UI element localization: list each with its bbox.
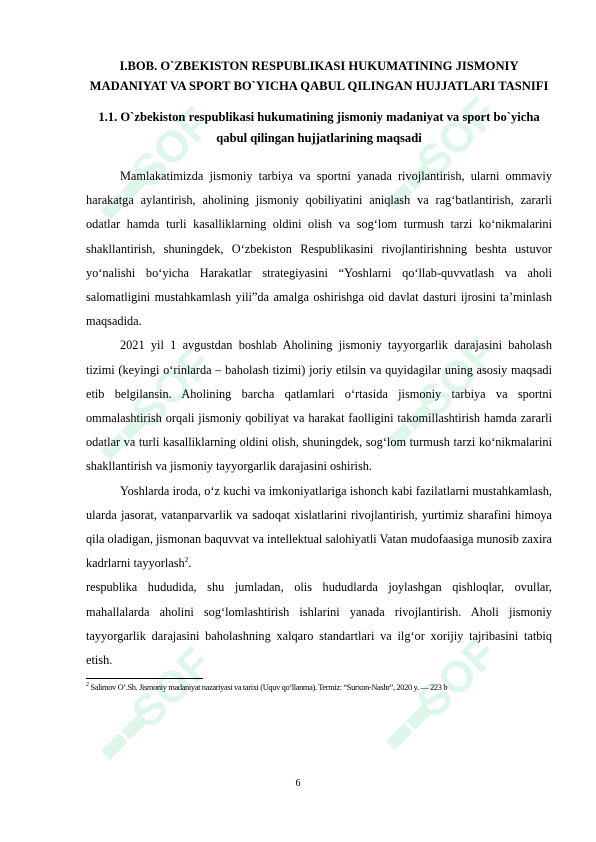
chapter-title: I.BOB. O`ZBEKISTON RESPUBLIKASI HUKUMATINING JISMONIY MADANIYAT VA SPORT BO`YICHA QABUL QILINGAN HUJJATLARI TASNIFI (89, 59, 549, 93)
footnote-reference[interactable]: 2 (184, 556, 189, 565)
body-paragraph-4: respublika hududida, shu jumladan, olis hududlarda joylashgan qishloqlar, ovullar, mahallalarda aholini sog‘lomlashtirish ishlarini yanada rivojlantirish. Aholi jismoniy tayyorgarlik darajasini baholashning xalqaro standartlari va ilg‘or xorijiy tajribasini tatbiq etish. (86, 580, 552, 668)
footnote-text: Salimov O’.Sh. Jismoniy madaniyat nazariyasi va tarixi (Uquv qo’llanma). Termiz: “Surxon-Nashr”, 2020 y. — 223 b (88, 683, 448, 693)
document-page (86, 56, 552, 693)
body-paragraph-1: Mamlakatimizda jismoniy tarbiya va sportni yanada rivojlantirish, ularni ommaviy harakatga aylantirish, aholining jismoniy qobiliyatini aniqlash va rag‘batlantirish, zararli odatlar hamda turli kasalliklarning oldini olish va sog‘lom turmush tarzi ko‘nikmalarini shakllantirish, shuningdek, O‘zbekiston Respublikasini rivojlantirishning beshta ustuvor yo‘nalishi bo‘yicha Harakatlar strategiyasini “Yoshlarni qo‘llab-quvvatlash va aholi salomatligini mustahkamlash yili”da amalga oshirishga oid davlat dasturi ijrosini ta’minlash maqsadida. (86, 169, 552, 329)
paragraph-3-end: . (188, 556, 192, 571)
footnote-divider (86, 678, 203, 679)
body-paragraph-2: 2021 yil 1 avgustdan boshlab Aholining jismoniy tayyorgarlik darajasini baholash tizimi (keyingi o‘rinlarda – baholash tizimi) joriy etilsin va quyidagilar uning asosiy maqsadi etib belgilansin. Aholining barcha qatlamlari o‘rtasida jismoniy tarbiya va sportni ommalashtirish orqali jismoniy qobiliyat va harakat faolligini takomillashtirish hamda zararli odatlar va turli kasalliklarning oldini olish, shuningdek, sog‘lom turmush tarzi ko‘nikmalarini shakllantirish va jismoniy tayyorgarlik darajasini oshirish. (86, 338, 552, 474)
footnote (86, 682, 552, 693)
footnote-marker: 2 (86, 682, 89, 689)
page-number: 6 (295, 778, 301, 789)
paragraph-3-text: Yoshlarda iroda, o‘z kuchi va imkoniyatlariga ishonch kabi fazilatlarni mustahkamlash, ularda jasorat, vatanparvarlik va sadoqat xislatlarini rivojlantirish, yurtimiz sharafini himoya qila oladigan, jismonan baquvvat va intellektual salohiyatli Vatan mudofaasiga munosib zaxira kadrlarni tayyorlash (86, 483, 552, 571)
body-paragraph-3 (86, 479, 552, 576)
section-subtitle: 1.1. O`zbekiston respublikasi hukumatining jismoniy madaniyat va sport bo`yicha qabul qilingan hujjatlarining maqsadi (98, 110, 540, 145)
